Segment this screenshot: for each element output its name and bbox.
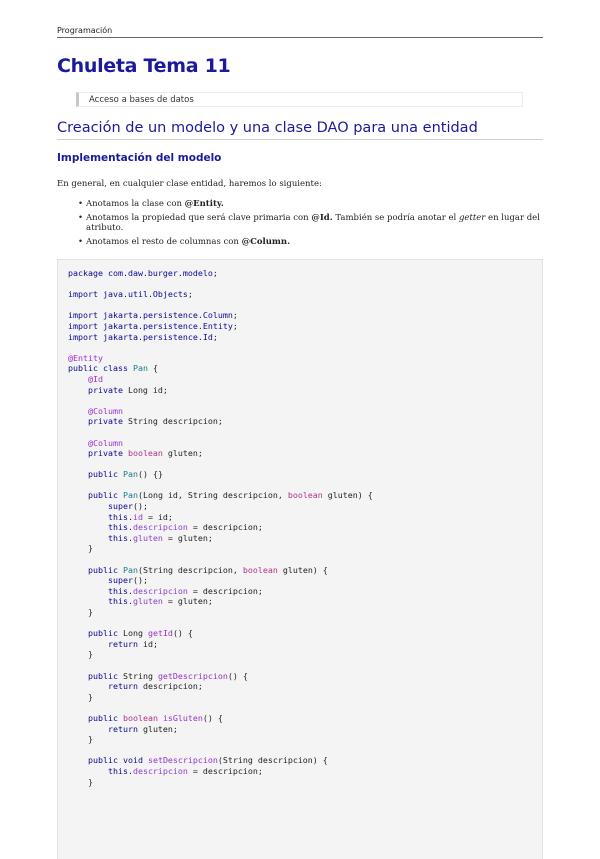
code-line: this.descripcion = descripcion; [107, 522, 263, 533]
code-line: } [68, 776, 93, 787]
bullet-tail: en lugar del atributo. [86, 212, 540, 233]
code-line: super(); [107, 575, 148, 586]
code-line: public void setDescripcion(String descripcion) { [87, 755, 328, 766]
code-line: public Pan(Long id, String descripcion, boolean gluten) { [87, 490, 373, 501]
code-line: public class Pan { [68, 363, 158, 374]
code-line: public boolean isGluten() { [87, 712, 223, 723]
code-line: super(); [107, 501, 148, 512]
code-line: } [68, 691, 93, 702]
code-line: return descripcion; [107, 681, 203, 692]
code-line: private String descripcion; [87, 416, 223, 427]
bullet-bold: @Entity. [184, 199, 224, 209]
bullet-tail: También se podría anotar el [332, 212, 459, 223]
code-line: @Column [87, 405, 123, 416]
code-line: import jakarta.persistence.Id; [68, 331, 218, 342]
code-line: @Column [87, 437, 123, 448]
bullet-bold: @Column. [241, 236, 291, 247]
code-line: import jakarta.persistence.Column; [68, 310, 238, 321]
running-header: Programación [57, 26, 543, 38]
code-line: this.id = id; [107, 511, 173, 522]
code-listing [68, 268, 373, 787]
bullet-text: Anotamos la propiedad que será clave primaria con [86, 212, 312, 223]
bullet-list [78, 199, 544, 250]
topic-subtitle: Acceso a bases de datos [76, 92, 523, 107]
list-item [78, 237, 544, 248]
code-line: @Entity [68, 352, 103, 363]
bullet-bold: @Id. [311, 212, 333, 223]
bullet-italic: getter [458, 212, 486, 223]
code-line: } [68, 543, 93, 554]
list-item [78, 213, 544, 234]
section-title: Creación de un modelo y una clase DAO para una entidad [57, 120, 543, 140]
bullet-text: Anotamos la clase con [86, 199, 185, 209]
code-line: this.gluten = gluten; [107, 596, 213, 607]
code-block [57, 259, 543, 859]
bullet-text: Anotamos el resto de columnas con [86, 236, 242, 247]
code-line: return gluten; [107, 723, 178, 734]
intro-paragraph: En general, en cualquier clase entidad, haremos lo siguiente: [57, 179, 322, 189]
code-line: } [68, 649, 93, 660]
code-line: public String getDescripcion() { [87, 670, 248, 681]
code-line: this.gluten = gluten; [107, 532, 213, 543]
code-line: public Long getId() { [87, 628, 193, 639]
code-line: private Long id; [87, 384, 168, 395]
code-line: import jakarta.persistence.Entity; [68, 320, 238, 331]
code-line: this.descripcion = descripcion; [107, 765, 263, 776]
code-line: package com.daw.burger.modelo; [68, 268, 218, 278]
list-item [78, 199, 544, 210]
document-title: Chuleta Tema 11 [57, 55, 231, 77]
code-line: this.descripcion = descripcion; [107, 585, 263, 596]
code-line: import java.util.Objects; [68, 289, 193, 300]
subsection-title: Implementación del modelo [57, 152, 222, 164]
code-line: public Pan() {} [87, 469, 163, 480]
code-line: } [68, 734, 93, 745]
code-line: private boolean gluten; [87, 448, 203, 459]
code-line: } [68, 607, 93, 617]
code-line: return id; [107, 638, 158, 649]
code-line: @Id [87, 373, 103, 384]
code-line: public Pan(String descripcion, boolean gluten) { [87, 564, 328, 575]
